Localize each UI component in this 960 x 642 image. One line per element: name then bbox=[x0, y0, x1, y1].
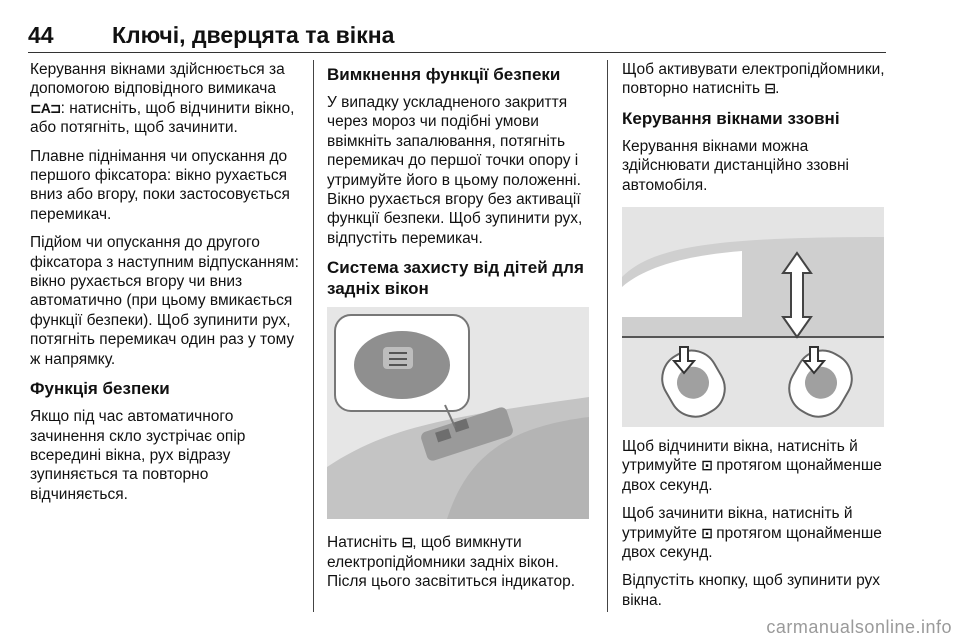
section-heading-remote: Керування вікнами ззовні bbox=[622, 108, 840, 128]
page-title: Ключі, дверцята та вікна bbox=[112, 22, 395, 48]
section-heading-safety: Функція безпеки bbox=[30, 379, 170, 399]
paragraph: Плавне піднімання чи опускання до першого фіксатора: вікно рухається вниз або вгору, поки застосовується перемикач. bbox=[30, 147, 290, 223]
door-switch-illustration bbox=[327, 307, 589, 519]
section-heading-override: Вимкнення функції безпеки bbox=[327, 65, 561, 84]
paragraph: Відпустіть кнопку, щоб зупинити рух вікна. bbox=[622, 572, 881, 609]
column-3 bbox=[622, 60, 892, 619]
paragraph: Щоб відчинити вікна, натисніть й утримуйте ⊡ протягом щонайменше двох секунд. bbox=[622, 438, 882, 494]
column-divider bbox=[607, 60, 608, 612]
window-switch-icon: ⊏A⊐ bbox=[30, 99, 61, 116]
paragraph: Підйом чи опускання до другого фіксатора з наступним відпусканням: вікно рухається вгору чи вниз автоматично (при цьому вмикається функції безпеки). Щоб зупинити рух, потягніть перемикач один раз у тому ж напрямку. bbox=[30, 234, 299, 368]
remote-key-illustration bbox=[622, 207, 884, 427]
child-lock-icon: ⊟ bbox=[401, 534, 413, 551]
paragraph: У випадку ускладненого закриття через мороз чи подібні умови ввімкніть запалювання, потягніть перемикач до першої точки опору і утримуйте його в цьому положенні. Вікно рухається вгору без активації функції безпеки. Щоб зупинити рух, відпустіть перемикач. bbox=[327, 94, 583, 247]
header-divider bbox=[28, 52, 886, 53]
column-2 bbox=[327, 60, 597, 600]
paragraph: Керування вікнами можна здійснювати дистанційно ззовні автомобіля. bbox=[622, 137, 849, 194]
column-divider bbox=[313, 60, 314, 612]
watermark: carmanualsonline.info bbox=[766, 617, 952, 637]
child-lock-icon: ⊟ bbox=[764, 80, 776, 97]
page-number: 44 bbox=[28, 22, 54, 48]
lock-button-icon: ⊡ bbox=[701, 524, 712, 541]
page-header bbox=[28, 22, 932, 52]
paragraph: Натисніть ⊟, щоб вимкнути електропідйомники задніх вікон. Після цього засвітиться індикатор. bbox=[327, 534, 576, 591]
unlock-button-icon: ⊡ bbox=[701, 457, 712, 474]
paragraph: Щоб зачинити вікна, натисніть й утримуйте ⊡ протягом щонайменше двох секунд. bbox=[622, 505, 882, 562]
paragraph: Керування вікнами здійснюється за допомогою відповідного вимикача ⊏A⊐: натисніть, щоб відчинити вікно, або потягніть, щоб зачинити. bbox=[30, 61, 295, 137]
column-1 bbox=[30, 60, 308, 513]
section-heading-child-lock: Система захисту від дітей для задніх вікон bbox=[327, 258, 584, 299]
paragraph: Якщо під час автоматичного зачинення скло зустрічає опір всередині вікна, рух відразу зупиняється та повторно відчиняється. bbox=[30, 408, 246, 503]
paragraph: Щоб активувати електропідйомники, повторно натисніть ⊟. bbox=[622, 61, 885, 98]
